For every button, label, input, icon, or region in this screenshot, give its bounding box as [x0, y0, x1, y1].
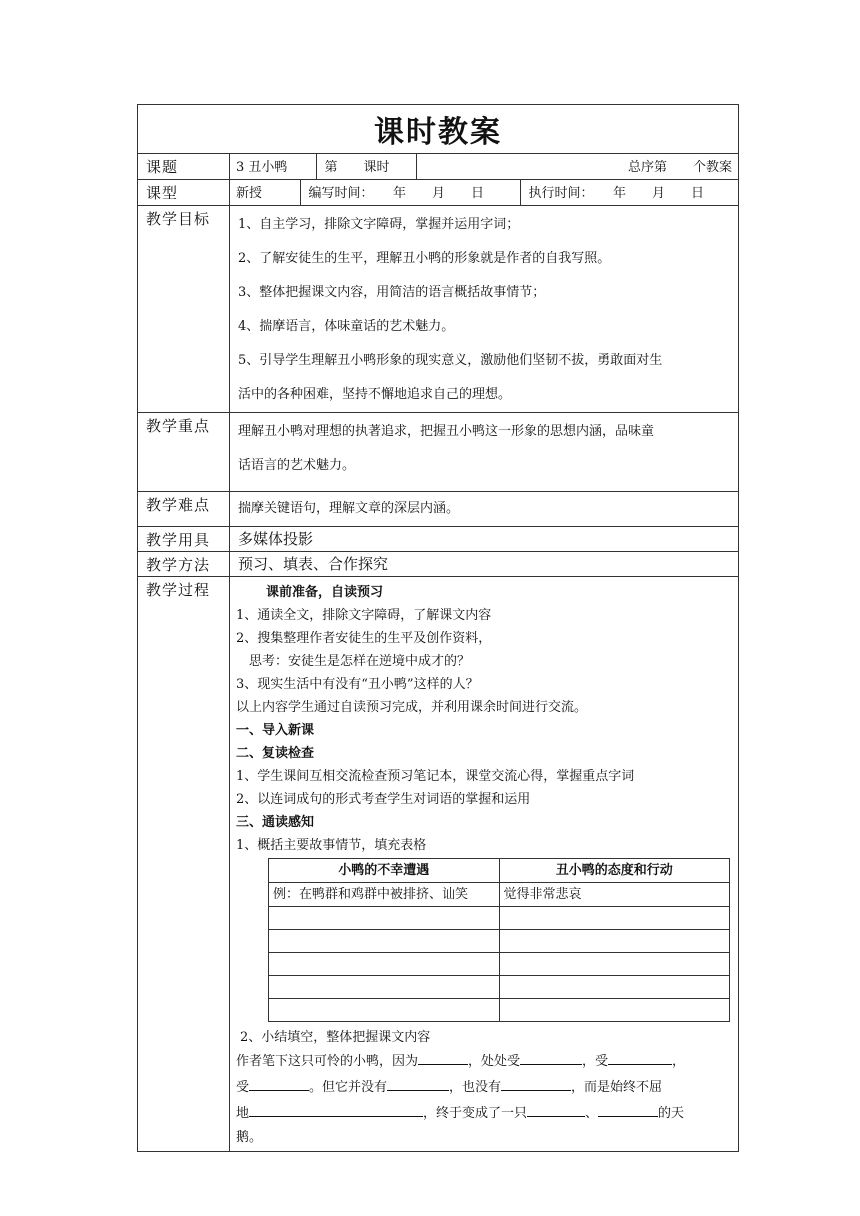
exec-time: 执行时间： 年 月 日 — [528, 186, 705, 201]
objective-item: 5、引导学生理解丑小鸭形象的现实意义，激励他们坚韧不拔，勇敢面对生 — [238, 353, 663, 368]
page-title: 课时教案 — [138, 105, 739, 154]
fill-text: 、 — [585, 1106, 599, 1121]
fill-text: ，而是始终不屈 — [571, 1080, 663, 1095]
pre-item: 1、通读全文，排除文字障碍，了解课文内容 — [236, 608, 492, 623]
table-row — [269, 930, 730, 953]
objective-item: 3、整体把握课文内容，用简洁的语言概括故事情节； — [238, 285, 546, 300]
section-item: 2、小结填空，整体把握课文内容 — [240, 1030, 431, 1045]
process-label: 教学过程 — [138, 577, 230, 1152]
fill-blank[interactable] — [501, 1076, 571, 1091]
process-cell — [230, 577, 739, 1152]
table-cell[interactable] — [269, 953, 500, 976]
table-cell[interactable] — [499, 907, 730, 930]
fill-blank[interactable] — [598, 1102, 658, 1117]
table-row — [269, 953, 730, 976]
fill-text: ， — [672, 1054, 686, 1069]
story-table — [268, 858, 730, 1022]
key-points-label: 教学重点 — [138, 413, 230, 492]
table-cell: 例：在鸭群和鸡群中被排挤、讪笑 — [269, 883, 500, 907]
fill-text: 受 — [236, 1080, 250, 1095]
table-cell[interactable] — [269, 930, 500, 953]
write-time: 编写时间： 年 月 日 — [300, 180, 520, 205]
key-point-line: 话语言的艺术魅力。 — [238, 458, 356, 473]
lesson-plan-page — [137, 104, 738, 1152]
objective-item: 2、了解安徒生的生平，理解丑小鸭的形象就是作者的自我写照。 — [238, 251, 611, 266]
fill-blank[interactable] — [608, 1050, 672, 1065]
section-item: 1、学生课间互相交流检查预习笔记本，课堂交流心得，掌握重点字词 — [236, 769, 635, 784]
pre-heading: 课前准备，自读预习 — [266, 585, 384, 600]
objectives-cell — [230, 206, 739, 413]
fill-line-2 — [236, 1075, 732, 1101]
table-row — [269, 907, 730, 930]
section-item: 2、以连词成句的形式考查学生对词语的掌握和运用 — [236, 792, 531, 807]
objective-item: 4、揣摩语言，体味童话的艺术魅力。 — [238, 319, 455, 334]
table-cell[interactable] — [499, 976, 730, 999]
lesson-period: 第 课时 — [316, 154, 416, 179]
methods-label: 教学方法 — [138, 552, 230, 577]
table-row — [269, 976, 730, 999]
methods-text: 预习、填表、合作探究 — [230, 552, 739, 577]
fill-line-4: 鹅。 — [236, 1130, 263, 1145]
table-cell[interactable] — [269, 976, 500, 999]
fill-blank[interactable] — [527, 1102, 585, 1117]
section-heading: 二、复读检查 — [236, 746, 315, 761]
key-point-line: 理解丑小鸭对理想的执著追求，把握丑小鸭这一形象的思想内涵，品味童 — [238, 424, 655, 439]
type-info-cell — [230, 180, 739, 206]
pre-item: 3、现实生活中有没有“丑小鸭”这样的人？ — [236, 677, 479, 692]
fill-line-1 — [236, 1049, 732, 1075]
fill-blank[interactable] — [387, 1076, 449, 1091]
objective-item: 活中的各种困难，坚持不懈地追求自己的理想。 — [238, 387, 512, 402]
difficulties-label: 教学难点 — [138, 492, 230, 527]
fill-text: 的天 — [658, 1106, 685, 1121]
fill-text: ，也没有 — [449, 1080, 502, 1095]
type-label: 课型 — [138, 180, 230, 206]
table-cell: 觉得非常悲哀 — [499, 883, 730, 907]
fill-blank[interactable] — [520, 1050, 582, 1065]
section-heading: 一、导入新课 — [236, 723, 315, 738]
lesson-info-cell — [230, 154, 739, 180]
lesson-label: 课题 — [138, 154, 230, 180]
table-header: 小鸭的不幸遭遇 — [269, 859, 500, 883]
pre-item: 以上内容学生通过自读预习完成，并利用课余时间进行交流。 — [236, 700, 588, 715]
tools-label: 教学用具 — [138, 527, 230, 552]
table-cell[interactable] — [269, 907, 500, 930]
lesson-name: 3 丑小鸭 — [230, 154, 316, 179]
section-heading: 三、通读感知 — [236, 815, 315, 830]
table-cell[interactable] — [499, 999, 730, 1022]
pre-item: 思考：安徒生是怎样在逆境中成才的？ — [236, 654, 471, 669]
table-cell[interactable] — [269, 999, 500, 1022]
tools-text: 多媒体投影 — [230, 527, 739, 552]
objectives-label: 教学目标 — [138, 206, 230, 413]
fill-text: 作者笔下这只可怜的小鸭，因为 — [236, 1054, 419, 1069]
difficulties-text: 揣摩关键语句，理解文章的深层内涵。 — [238, 501, 460, 516]
pre-item: 2、搜集整理作者安徒生的生平及创作资料， — [236, 631, 492, 646]
table-header: 丑小鸭的态度和行动 — [499, 859, 730, 883]
lesson-plan-table — [137, 104, 739, 1152]
fill-blank[interactable] — [418, 1050, 468, 1065]
fill-text: ，终于变成了一只 — [423, 1106, 528, 1121]
fill-line-3 — [236, 1101, 732, 1127]
objective-item: 1、自主学习，排除文字障碍，掌握并运用字词； — [238, 217, 520, 232]
lesson-type: 新授 — [230, 180, 300, 205]
table-cell[interactable] — [499, 953, 730, 976]
fill-blank[interactable] — [249, 1102, 423, 1117]
fill-text: 地 — [236, 1106, 250, 1121]
fill-text: ，处处受 — [468, 1054, 521, 1069]
table-cell[interactable] — [499, 930, 730, 953]
lesson-total-number: 总序第 个教案 — [627, 160, 732, 175]
fill-text: ，受 — [582, 1054, 609, 1069]
difficulties-cell — [230, 492, 739, 527]
fill-text: 。但它并没有 — [309, 1080, 388, 1095]
table-row — [269, 883, 730, 907]
table-row — [269, 999, 730, 1022]
fill-blank[interactable] — [249, 1076, 309, 1091]
key-points-cell — [230, 413, 739, 492]
section-item: 1、概括主要故事情节，填充表格 — [236, 838, 427, 853]
